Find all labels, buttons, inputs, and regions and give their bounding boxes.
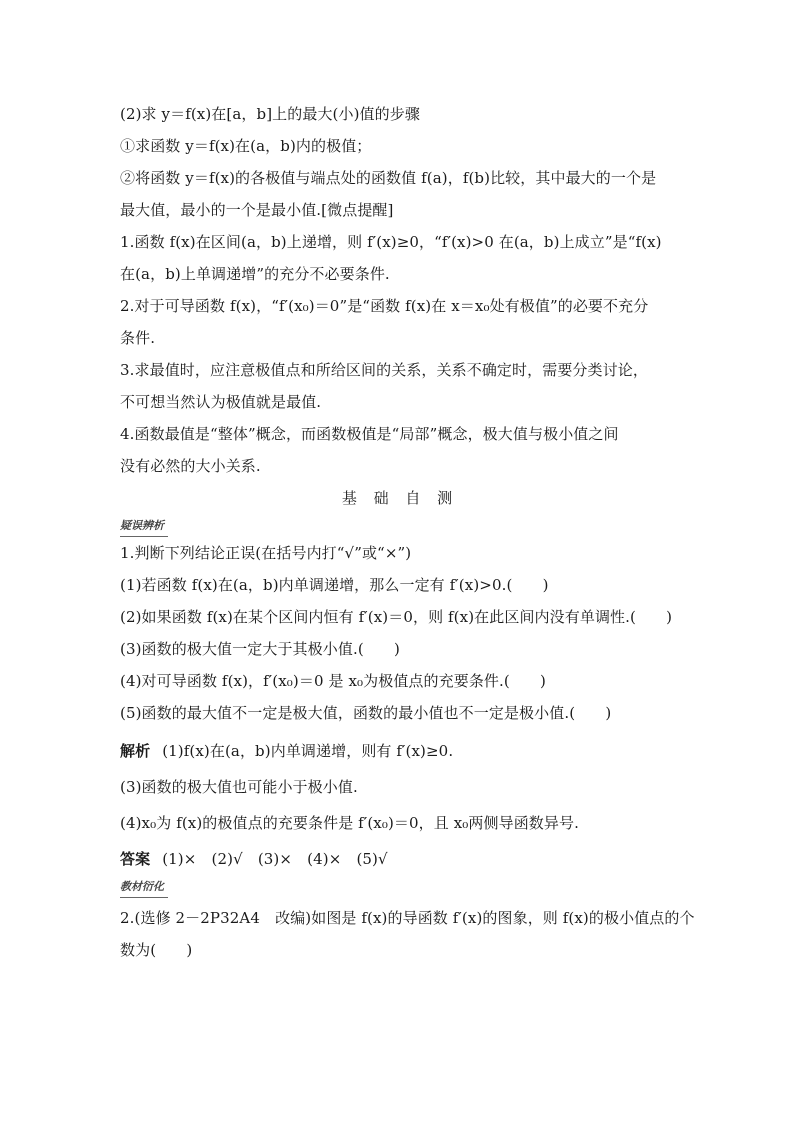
question-text: 2.(选修 2－2P32A4 改编)如图是 f(x)的导函数 f′(x)的图象，则 f(x)的极小值点的个: [120, 909, 695, 927]
text-line: ①求函数 y＝f(x)在(a，b)内的极值；: [120, 137, 372, 155]
text-line: 1.函数 f(x)在区间(a，b)上递增，则 f′(x)≥0，“f′(x)>0 在(a，b)上成立”是“f(x): [120, 233, 662, 251]
analysis-line: [120, 735, 680, 767]
analysis-line: (4)x₀为 f(x)的极值点的充要条件是 f′(x₀)＝0，且 x₀两侧导函数异号.: [120, 814, 579, 832]
text-line: 在(a，b)上单调递增”的充分不必要条件.: [120, 265, 390, 283]
text-line: 没有必然的大小关系.: [120, 457, 261, 475]
analysis-line: (3)函数的极大值也可能小于极小值.: [120, 778, 358, 796]
text-line: 最大值，最小的一个是最小值.[微点提醒]: [120, 201, 394, 219]
text-line: ②将函数 y＝f(x)的各极值与端点处的函数值 f(a)，f(b)比较，其中最大的一个是: [120, 169, 657, 187]
section-heading: 基 础 自 测: [341, 489, 459, 507]
text-line: 4.函数最值是“整体”概念，而函数极值是“局部”概念，极大值与极小值之间: [120, 425, 619, 443]
text-line: 2.对于可导函数 f(x)，“f′(x₀)＝0”是“函数 f(x)在 x＝x₀处有极值”的必要不充分: [120, 297, 649, 315]
section-tag-textbook-derivation: 教材衍化: [120, 877, 168, 898]
question-item: (4)对可导函数 f(x)，f′(x₀)＝0 是 x₀为极值点的充要条件.( ): [120, 672, 546, 690]
text-line: 3.求最值时，应注意极值点和所给区间的关系，关系不确定时，需要分类讨论，: [120, 361, 648, 379]
question-text: 数为( ): [120, 941, 193, 959]
section-tag-error-analysis: 疑误辨析: [120, 516, 168, 537]
answer-line: [120, 843, 680, 875]
analysis-text: (1)f(x)在(a，b)内单调递增，则有 f′(x)≥0.: [162, 742, 454, 760]
question-item: (1)若函数 f(x)在(a，b)内单调递增，那么一定有 f′(x)>0.( ): [120, 576, 549, 594]
answer-label: 答案: [120, 850, 151, 868]
question-item: (2)如果函数 f(x)在某个区间内恒有 f′(x)＝0，则 f(x)在此区间内没有单调性.( ): [120, 608, 673, 626]
text-line: 不可想当然认为极值就是最值.: [120, 393, 322, 411]
question-stem: 1.判断下列结论正误(在括号内打“√”或“×”): [120, 544, 412, 562]
question-item: (5)函数的最大值不一定是极大值，函数的最小值也不一定是极小值.( ): [120, 704, 612, 722]
text-line: 条件.: [120, 329, 156, 347]
analysis-label: 解析: [120, 742, 151, 760]
answer-text: (1)× (2)√ (3)× (4)× (5)√: [162, 850, 388, 868]
document-page: [120, 98, 695, 966]
question-item: (3)函数的极大值一定大于其极小值.( ): [120, 640, 400, 658]
text-line: (2)求 y＝f(x)在[a，b]上的最大(小)值的步骤: [120, 105, 420, 123]
